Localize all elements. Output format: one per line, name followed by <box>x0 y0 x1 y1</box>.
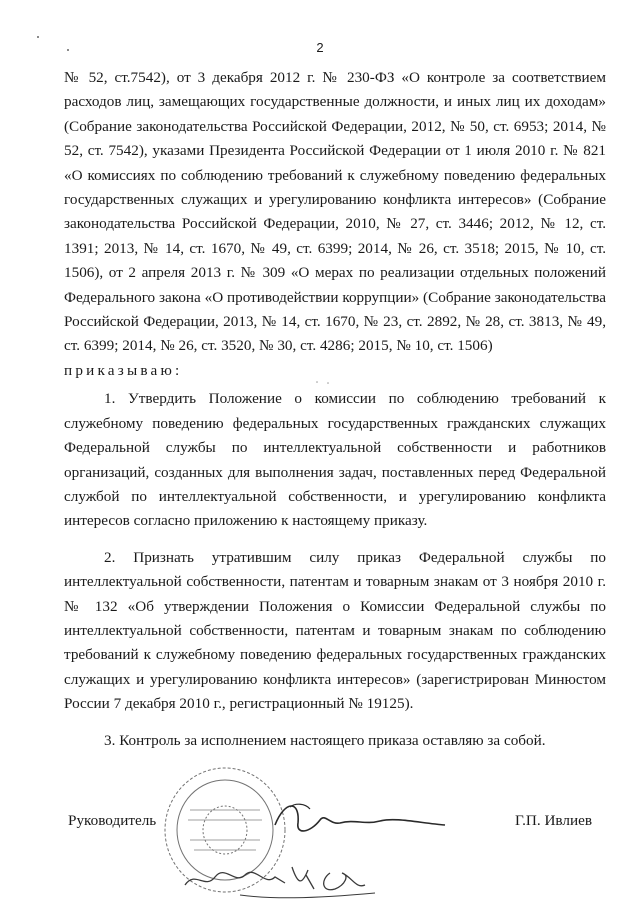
clause-3: 3. Контроль за исполнением настоящего приказа оставляю за собой. <box>104 731 546 749</box>
clause-2: 2. Признать утратившим силу приказ Федеральной службы по интеллектуальной собственности, патентам и товарным знакам от 3 ноября 2010 г. № 132 «Об утверждении Положения о Комиссии Федеральной службы по интеллектуальной собственности, патентам и товарным знакам по соблюдению требований к служебному поведению федеральных государственных гражданских служащих и урегулированию конфликта интересов» (зарегистрирован Минюстом России 7 декабря 2010 г., регистрационный № 19125). <box>64 548 606 713</box>
signature-block <box>64 812 606 836</box>
order-word: приказываю: <box>64 361 183 379</box>
handwritten-note <box>180 855 380 900</box>
signatory-name: Г.П. Ивлиев <box>515 812 592 829</box>
preamble-paragraph: № 52, ст.7542), от 3 декабря 2012 г. № 230-ФЗ «О контроле за соответствием расходов лиц, замещающих государственные должности, и иных лиц их доходам» (Собрание законодательства Российской Федерации, 2012, № 50, ст. 6953; 2014, № 52, ст. 7542), указами Президента Российской Федерации от 1 июля 2010 г. № 821 «О комиссиях по соблюдению требований к служебному поведению федеральных государственных служащих и урегулированию конфликта интересов» (Собрание законодательства Российской Федерации, 2010, № 27, ст. 3446; 2012, № 12, ст. 1391; 2013, № 14, ст. 1670, № 49, ст. 6399; 2014, № 26, ст. 3518; 2015, № 10, ст. 1506), от 2 апреля 2013 г. № 309 «О мерах по реализации отдельных положений Федерального закона «О противодействии коррупции» (Собрание законодательства Российской Федерации, 2013, № 14, ст. 1670, № 23, ст. 2892, № 28, ст. 3813, № 49, ст. 6399; 2014, № 26, ст. 3520, № 30, ст. 4286; 2015, № 10, ст. 1506) <box>64 69 606 355</box>
document-body <box>64 66 606 753</box>
signatory-title: Руководитель <box>68 812 157 829</box>
page-number: 2 <box>316 40 324 55</box>
clause-1: 1. Утвердить Положение о комиссии по соблюдению требований к служебному поведению федеральных государственных гражданских служащих Федеральной службы по интеллектуальной собственности и работников организаций, созданных для выполнения задач, поставленных перед Федеральной службой по интеллектуальной собственности, и урегулированию конфликта интересов согласно приложению к настоящему приказу. <box>64 390 606 530</box>
